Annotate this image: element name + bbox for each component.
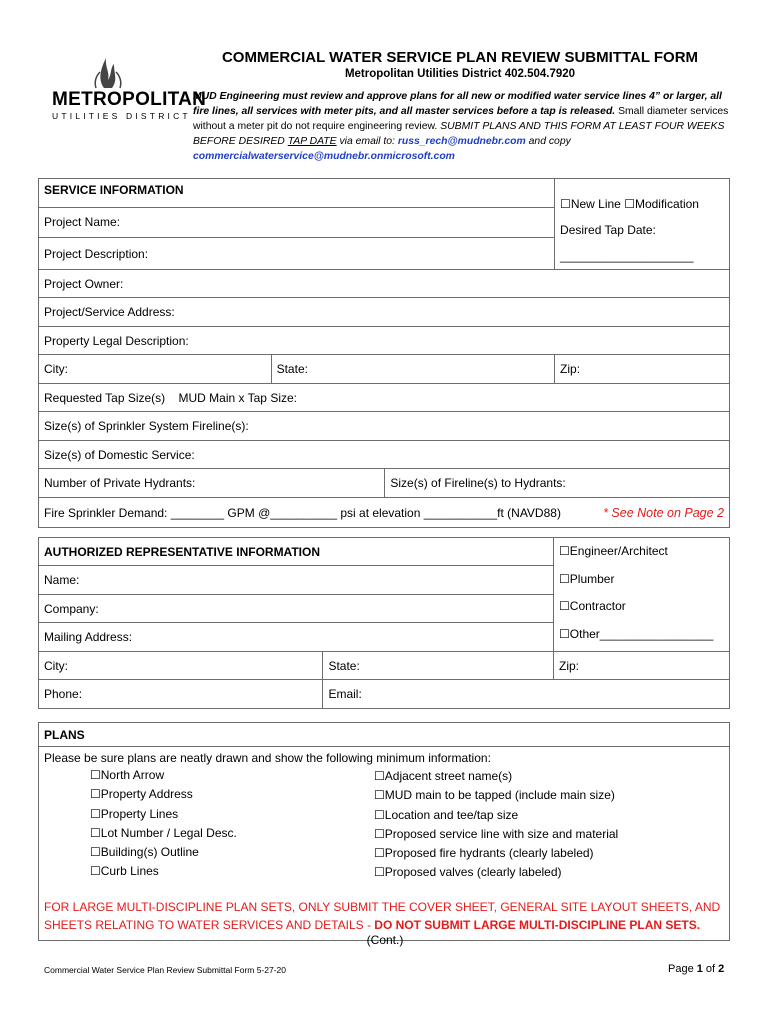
footer-form-id: Commercial Water Service Plan Review Submittal Form 5-27-20 xyxy=(44,965,287,975)
rep-company-field[interactable]: Company: xyxy=(39,595,554,623)
service-state-field[interactable]: State: xyxy=(271,355,554,384)
checkbox-label: Lot Number / Legal Desc. xyxy=(100,825,237,840)
checkbox-icon xyxy=(90,787,101,801)
checkbox-label: Property Address xyxy=(100,787,193,802)
instructions-plain: Small diameter services without a meter pit do not require engineering review. xyxy=(193,106,729,132)
service-city-field[interactable]: City: xyxy=(39,355,272,384)
continued-label: (Cont.) xyxy=(366,933,404,947)
checkbox-icon xyxy=(90,864,101,878)
fire-demand-row[interactable] xyxy=(39,498,730,528)
form-title: COMMERCIAL WATER SERVICE PLAN REVIEW SUBMITTAL FORM xyxy=(221,49,699,66)
checkbox-icon xyxy=(374,808,385,822)
plumber-checkbox[interactable]: ☐ Plumber xyxy=(559,566,724,594)
checkbox-label: MUD main to be tapped (include main size) xyxy=(384,788,615,803)
project-description-field[interactable]: Project Description: xyxy=(39,238,555,270)
checkbox-icon xyxy=(374,846,385,860)
project-owner-field[interactable]: Project Owner: xyxy=(39,270,730,298)
checkbox-icon xyxy=(374,788,385,802)
plans-left-checkbox-5[interactable] xyxy=(90,843,237,862)
service-info-heading: SERVICE INFORMATION xyxy=(39,179,555,208)
plans-left-checkbox-2[interactable] xyxy=(90,785,237,804)
email-commercial[interactable]: commercialwaterservice@mudnebr.onmicrosoft.com xyxy=(193,151,455,162)
rep-email-field[interactable]: Email: xyxy=(323,680,730,709)
service-address-field[interactable]: Project/Service Address: xyxy=(39,298,730,327)
service-info-table xyxy=(38,178,730,528)
plans-right-checkbox-3[interactable] xyxy=(374,806,618,825)
rep-city-field[interactable]: City: xyxy=(39,652,323,680)
page-number: Page 1 of 2 xyxy=(668,963,725,975)
plans-checklist xyxy=(44,766,724,884)
checkbox-label: Property Lines xyxy=(100,806,179,821)
plans-right-checkbox-1[interactable] xyxy=(374,767,618,786)
checkbox-label: Adjacent street name(s) xyxy=(384,769,513,783)
flame-icon xyxy=(48,50,173,90)
instructions-and: and copy xyxy=(525,136,571,147)
checkbox-label: North Arrow xyxy=(100,768,165,782)
engineer-checkbox[interactable]: ☐ Engineer/Architect xyxy=(559,538,724,566)
logo-name: METROPOLITAN xyxy=(52,89,207,110)
plans-right-checkbox-6[interactable] xyxy=(374,863,618,882)
checkbox-label: Building(s) Outline xyxy=(100,845,199,860)
instructions-italic: SUBMIT PLANS AND THIS FORM AT LEAST FOUR WEEKS BEFORE DESIRED xyxy=(193,121,725,147)
checkbox-icon xyxy=(374,769,385,783)
desired-tap-date-label: Desired Tap Date: xyxy=(560,223,656,237)
form-subtitle: Metropolitan Utilities District 402.504.7920 xyxy=(344,68,576,80)
plans-warning-bold: DO NOT SUBMIT LARGE MULTI-DISCIPLINE PLAN SETS. xyxy=(374,918,701,932)
plans-right-checkbox-2[interactable] xyxy=(374,786,618,805)
legal-description-field[interactable]: Property Legal Description: xyxy=(39,327,730,355)
checkbox-icon xyxy=(90,807,101,821)
rep-name-field[interactable]: Name: xyxy=(39,566,554,595)
project-name-field[interactable]: Project Name: xyxy=(39,207,555,238)
service-zip-field[interactable]: Zip: xyxy=(555,355,730,384)
rep-mailing-field[interactable]: Mailing Address: xyxy=(39,623,554,652)
new-line-checkbox[interactable]: ☐ New Line xyxy=(560,197,621,211)
rep-zip-field[interactable]: Zip: xyxy=(554,652,730,680)
rep-state-field[interactable]: State: xyxy=(323,652,554,680)
checkbox-label: Proposed fire hydrants (clearly labeled) xyxy=(384,846,594,861)
fireline-hydrants-field[interactable]: Size(s) of Fireline(s) to Hydrants: xyxy=(385,469,730,498)
rep-phone-field[interactable]: Phone: xyxy=(39,680,323,709)
domestic-service-field[interactable]: Size(s) of Domestic Service: xyxy=(39,441,730,469)
see-note: * See Note on Page 2 xyxy=(603,505,724,520)
tap-date-underlined: TAP DATE xyxy=(287,136,337,147)
instructions-bold: MUD Engineering must review and approve plans for all new or modified water service lines 4” or larger, all fire lines, all services with meter pits, and all master services before a tap is released. xyxy=(193,91,722,117)
plans-right-checkbox-5[interactable] xyxy=(374,844,618,863)
plans-left-checkbox-4[interactable] xyxy=(90,824,237,843)
plans-intro: Please be sure plans are neatly drawn and show the following minimum information: xyxy=(44,751,491,765)
checkbox-label: Curb Lines xyxy=(100,864,159,879)
checkbox-icon xyxy=(374,865,385,879)
tap-size-field[interactable]: Requested Tap Size(s) MUD Main x Tap Size: xyxy=(39,384,730,412)
sprinkler-fireline-field[interactable]: Size(s) of Sprinkler System Fireline(s): xyxy=(39,412,730,441)
logo-subtitle: UTILITIES DISTRICT xyxy=(52,111,191,121)
checkbox-icon xyxy=(90,826,101,840)
plans-table xyxy=(38,722,730,941)
fire-demand-field[interactable]: Fire Sprinkler Demand: ________ GPM @__________ psi at elevation ___________ft (NAVD88) xyxy=(44,505,561,520)
rep-info-table xyxy=(38,537,730,709)
checkbox-label: Location and tee/tap size xyxy=(384,807,519,822)
plans-left-checkbox-3[interactable] xyxy=(90,805,237,824)
plans-left-list xyxy=(90,766,237,882)
rep-info-heading: AUTHORIZED REPRESENTATIVE INFORMATION xyxy=(39,538,554,566)
private-hydrants-field[interactable]: Number of Private Hydrants: xyxy=(39,469,385,498)
plans-left-checkbox-1[interactable] xyxy=(90,766,237,785)
checkbox-icon xyxy=(374,827,385,841)
plans-body xyxy=(39,747,730,941)
other-checkbox[interactable]: ☐ Other_________________ xyxy=(559,621,724,649)
plans-right-list xyxy=(374,767,618,883)
checkbox-label: Proposed service line with size and material xyxy=(384,826,619,841)
plans-left-checkbox-6[interactable] xyxy=(90,862,237,881)
instructions xyxy=(193,89,733,164)
line-type-cell xyxy=(555,179,730,270)
checkbox-label: Proposed valves (clearly labeled) xyxy=(384,865,562,880)
instructions-italic-2: via email to: xyxy=(336,136,398,147)
checkbox-icon xyxy=(90,845,101,859)
contractor-checkbox[interactable]: ☐ Contractor xyxy=(559,593,724,621)
email-russ[interactable]: russ_rech@mudnebr.com xyxy=(397,136,526,147)
rep-role-cell xyxy=(554,538,730,652)
plans-heading: PLANS xyxy=(39,723,730,747)
modification-checkbox[interactable]: ☐ Modification xyxy=(624,197,699,211)
checkbox-icon xyxy=(90,768,101,782)
plans-right-checkbox-4[interactable] xyxy=(374,825,618,844)
plans-warning: FOR LARGE MULTI-DISCIPLINE PLAN SETS, ONLY SUBMIT THE COVER SHEET, GENERAL SITE LAYOUT SHEETS, AND SHEETS RELATING TO WATER SERVICES AND DETAILS - DO NOT SUBMIT LARGE MULTI-DISCIPLINE PLAN SETS. xyxy=(44,900,721,932)
desired-tap-date-field[interactable]: ____________________ xyxy=(560,249,694,263)
